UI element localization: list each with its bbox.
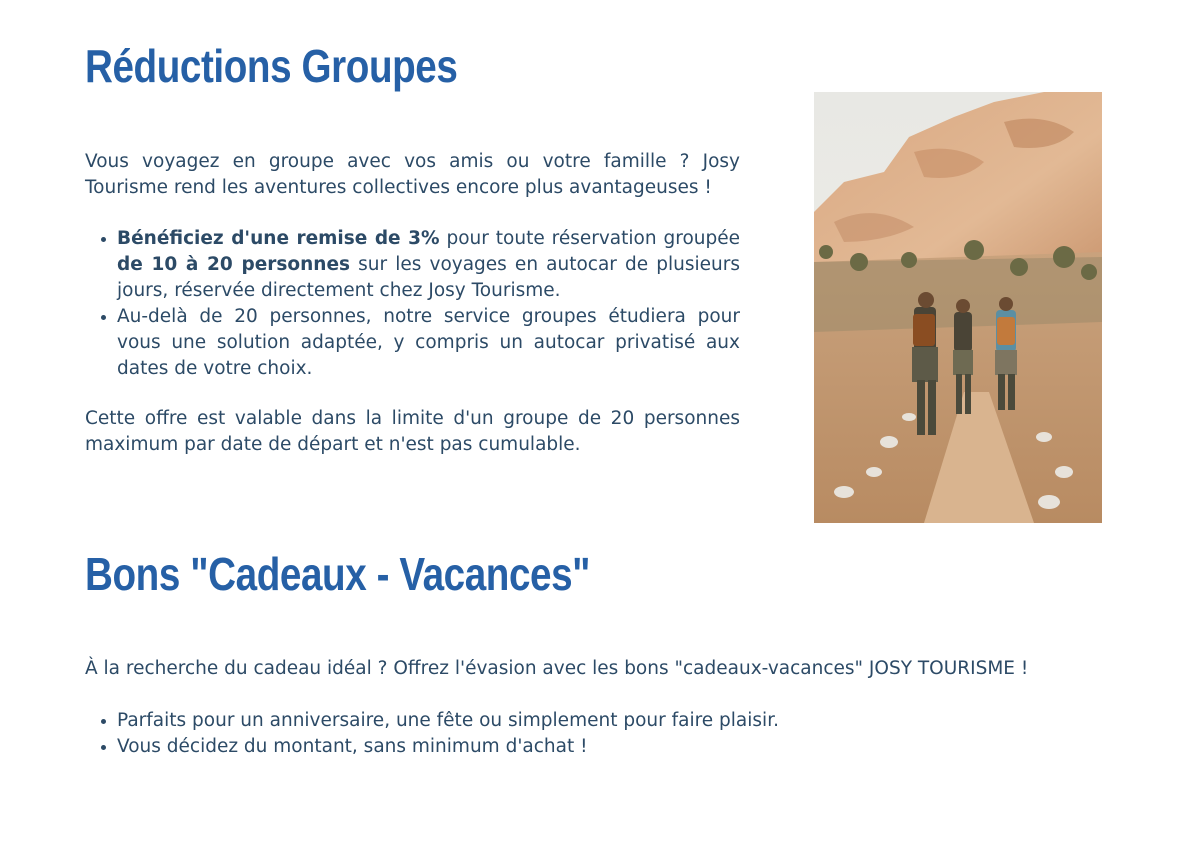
discount-text-1: pour toute réservation groupée	[439, 228, 740, 249]
discount-text-2: sur les voyages en autocar de plusieurs jours, réservée directement chez Josy Tourisme.	[117, 254, 741, 301]
offer-conditions-paragraph	[85, 406, 740, 458]
gift-vouchers-title: Bons "Cadeaux - Vacances"	[85, 548, 591, 600]
group-benefits-list	[85, 226, 740, 382]
group-size-highlight: de 10 à 20 personnes	[117, 254, 351, 275]
gift-benefits-list	[85, 708, 1085, 760]
gift-intro-text: À la recherche du cadeau idéal ? Offrez l'évasion avec les bons "cadeaux-vacances" JOSY TOURISME !	[85, 658, 1029, 679]
discount-highlight: Bénéficiez d'une remise de 3%	[117, 228, 440, 249]
list-item: • Au-delà de 20 personnes, notre service groupes étudiera pour vous une solution adaptée, y compris un autocar privatisé aux dates de votre choix.	[117, 304, 740, 382]
group-intro-paragraph	[85, 149, 740, 201]
list-item: • Parfaits pour un anniversaire, une fête ou simplement pour faire plaisir.	[117, 708, 1085, 734]
list-item: • Vous décidez du montant, sans minimum d'achat !	[117, 734, 1085, 760]
offer-conditions-text: Cette offre est valable dans la limite d'un groupe de 20 personnes maximum par date de départ et n'est pas cumulable.	[85, 408, 740, 455]
group-intro-text: Vous voyagez en groupe avec vos amis ou votre famille ? Josy Tourisme rend les aventures collectives encore plus avantageuses !	[85, 151, 740, 198]
group-discounts-title: Réductions Groupes	[85, 40, 458, 92]
list-item	[117, 226, 740, 304]
hikers-desert-photo	[814, 92, 1102, 523]
gift-intro-paragraph	[85, 656, 1085, 682]
